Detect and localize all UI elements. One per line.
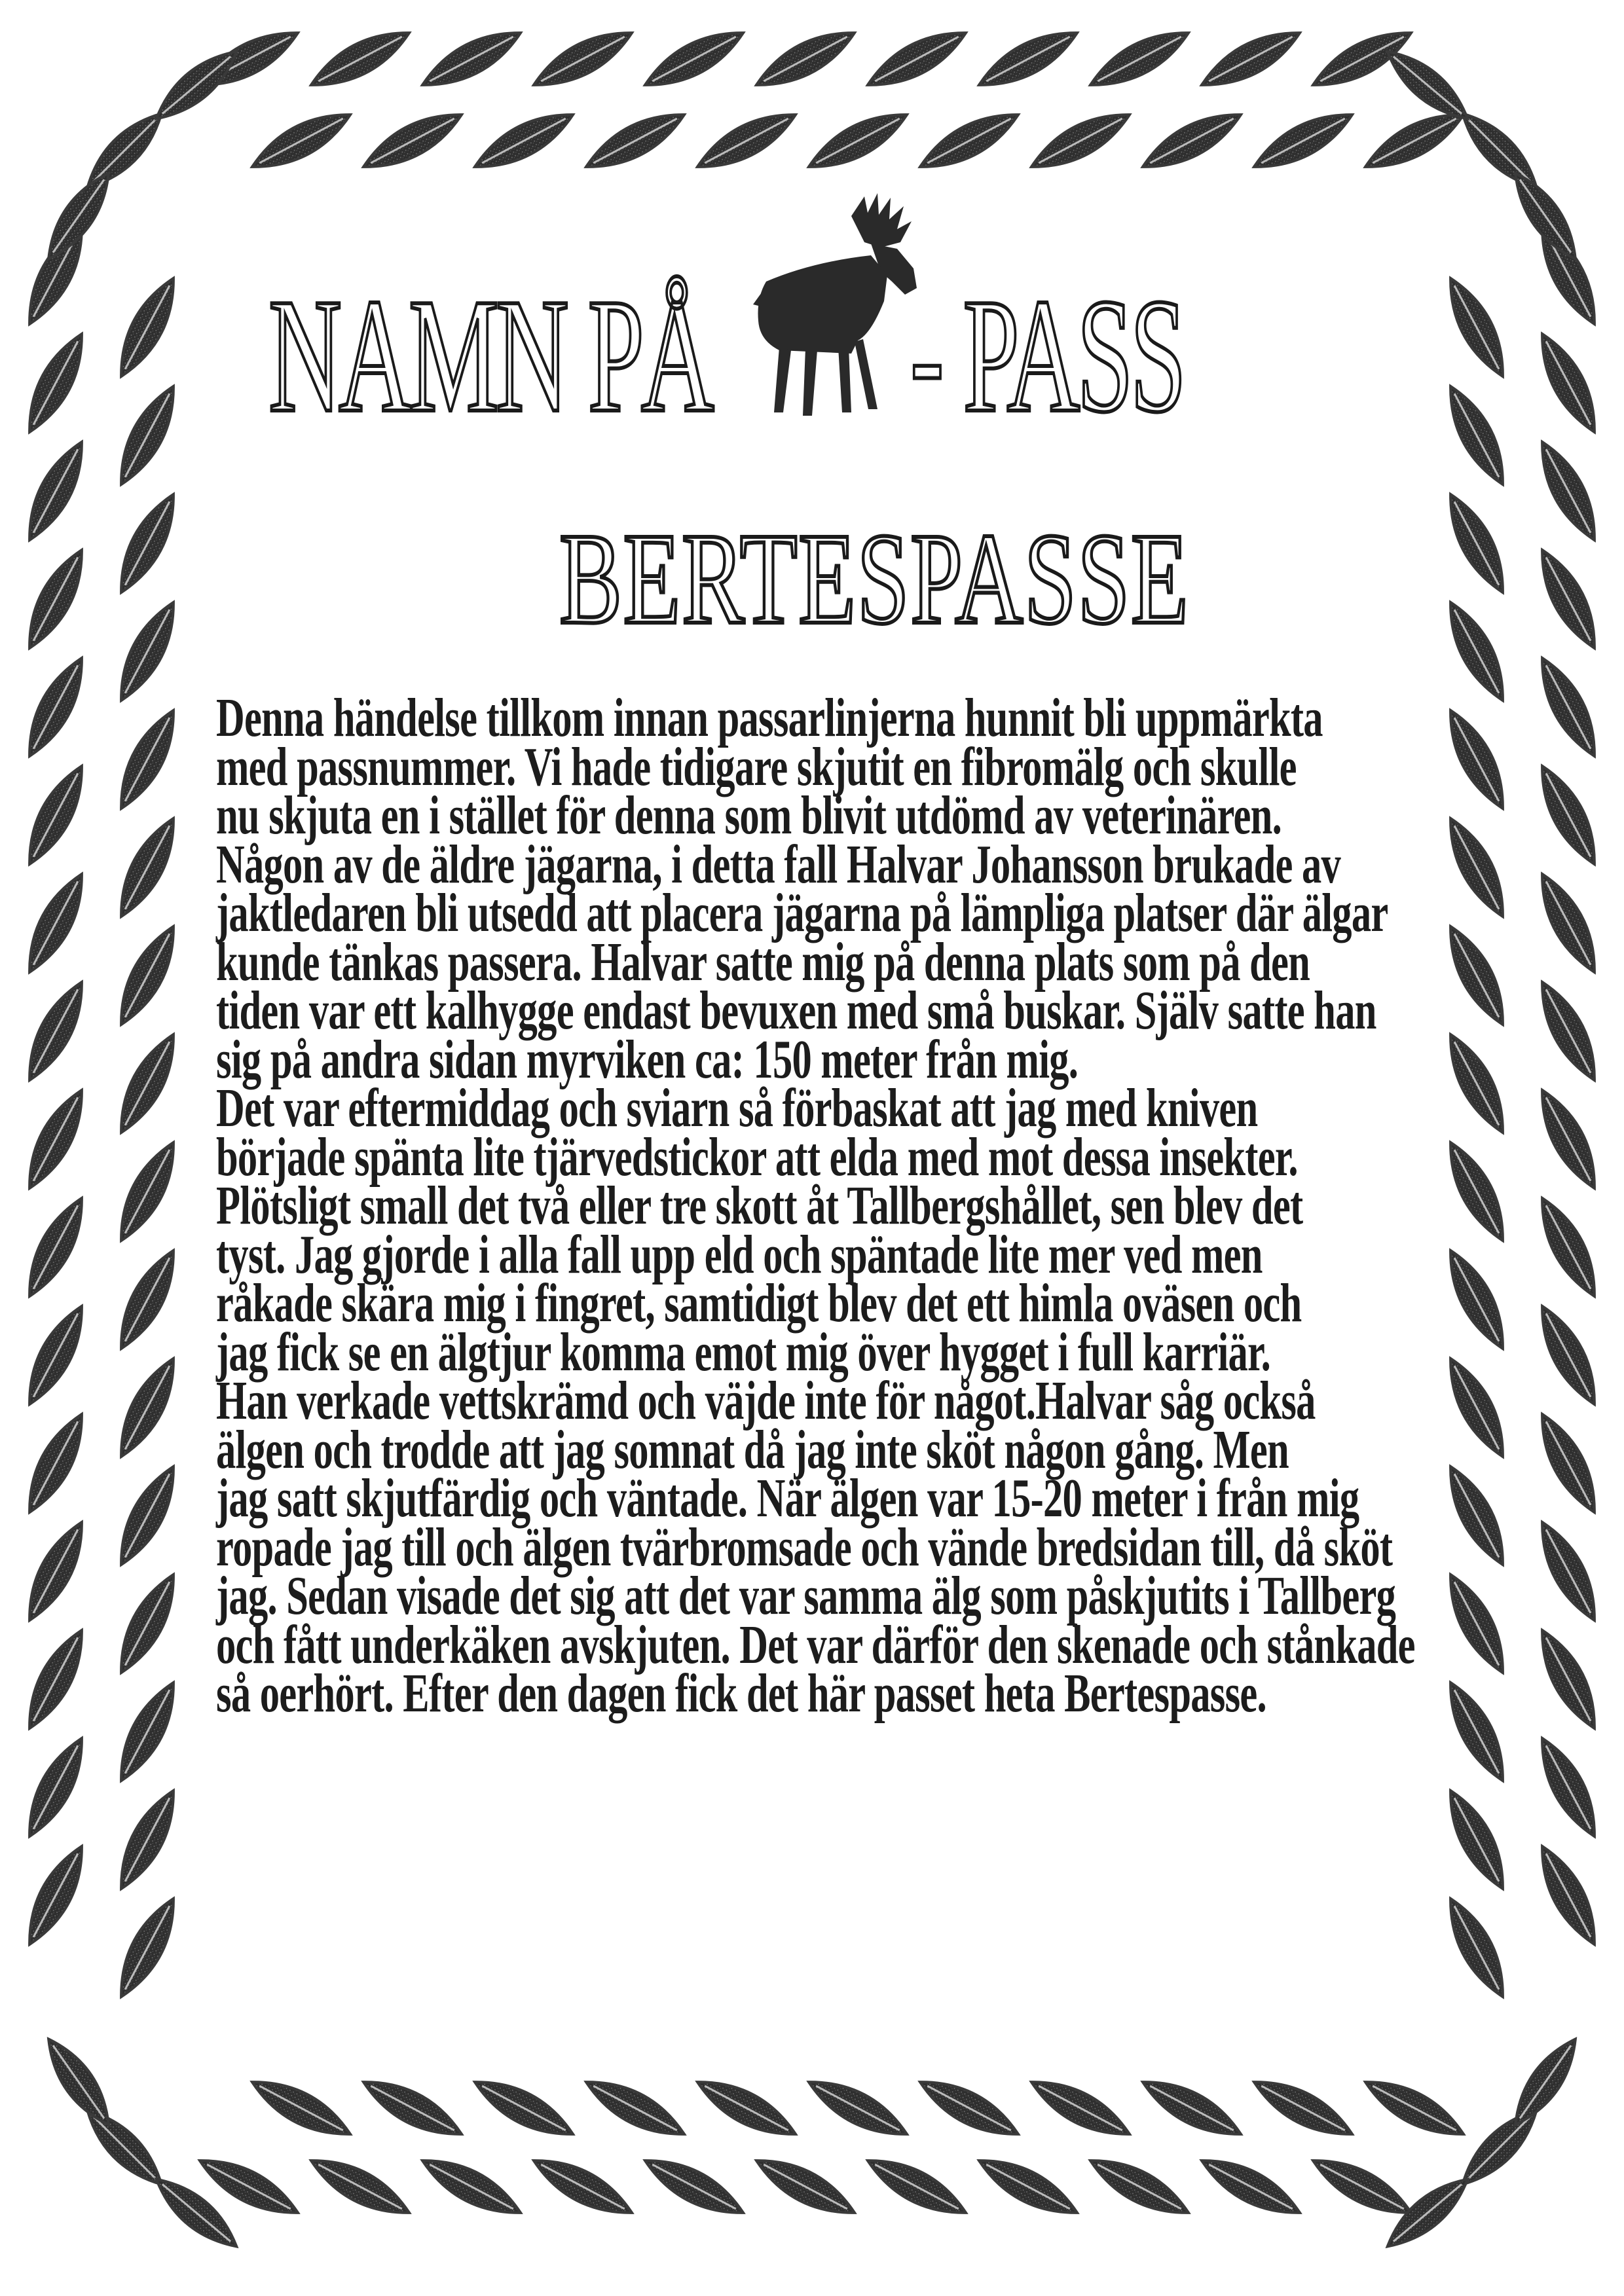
body-line: med passnummer. Vi hade tidigare skjutit en fibromälg och skulle <box>216 736 1297 797</box>
laurel-leaf-vein <box>162 2184 231 2241</box>
body-line: jag. Sedan visade det sig att det var samma älg som påskjutits i Tallberg <box>216 1565 1396 1626</box>
body-line: började spänta lite tjärvedstickor att elda med mot dessa insekter. <box>216 1126 1298 1188</box>
laurel-leaf-vein <box>93 2116 156 2179</box>
document-subtitle: BERTESPASSE <box>559 507 1190 651</box>
body-line: tyst. Jag gjorde i alla fall upp eld och späntade lite mer ved men <box>216 1224 1263 1285</box>
body-line: kunde tänkas passera. Halvar satte mig på denna plats som på den <box>216 931 1310 993</box>
body-line: jag satt skjutfärdig och väntade. När älgen var 15-20 meter i från mig <box>216 1468 1359 1529</box>
body-line: Han verkade vettskrämd och väjde inte för något.Halvar såg också <box>216 1370 1316 1431</box>
body-line: tiden var ett kalhygge endast bevuxen med små buskar. Själv satte han <box>216 980 1376 1041</box>
body-line: Denna händelse tillkom innan passarlinjerna hunnit bli uppmärkta <box>216 687 1323 748</box>
body-line: ropade jag till och älgen tvärbromsade och vände bredsidan till, då sköt <box>216 1516 1393 1578</box>
story-body <box>216 687 1441 1724</box>
title-left-text: NAMN PÅ <box>268 265 711 446</box>
body-line: jaktledaren bli utsedd att placera jägarna på lämpliga platser där älgar <box>216 883 1388 943</box>
laurel-leaf-vein <box>1468 119 1531 182</box>
body-line: och fått underkäken avskjuten. Det var därför den skenade och stånkade <box>216 1614 1415 1675</box>
body-line: råkade skära mig i fingret, samtidigt blev det ett himla oväsen och <box>216 1273 1302 1334</box>
body-line: älgen och trodde att jag somnat då jag inte sköt någon gång. Men <box>216 1419 1289 1480</box>
body-line: Det var eftermiddag och sviarn så förbaskat att jag med kniven <box>216 1078 1258 1139</box>
page-title <box>242 236 1290 446</box>
laurel-leaf-vein <box>93 119 156 182</box>
body-line: jag fick se en älgtjur komma emot mig över hygget i full karriär. <box>216 1321 1271 1383</box>
laurel-leaf-vein <box>1468 2116 1531 2179</box>
laurel-leaf-vein <box>1393 56 1462 113</box>
body-line: Plötsligt small det två eller tre skott åt Tallbergshållet, sen blev det <box>216 1175 1303 1236</box>
body-line: sig på andra sidan myrviken ca: 150 meter från mig. <box>216 1029 1079 1090</box>
title-right-text: - PASS <box>910 265 1183 446</box>
body-line: nu skjuta en i stället för denna som blivit utdömd av veterinären. <box>216 785 1282 846</box>
laurel-leaf-vein <box>162 56 231 113</box>
body-line: så oerhört. Efter den dagen fick det här passet heta Bertespasse. <box>216 1663 1266 1724</box>
body-line: Någon av de äldre jägarna, i detta fall Halvar Johansson brukade av <box>216 833 1341 895</box>
